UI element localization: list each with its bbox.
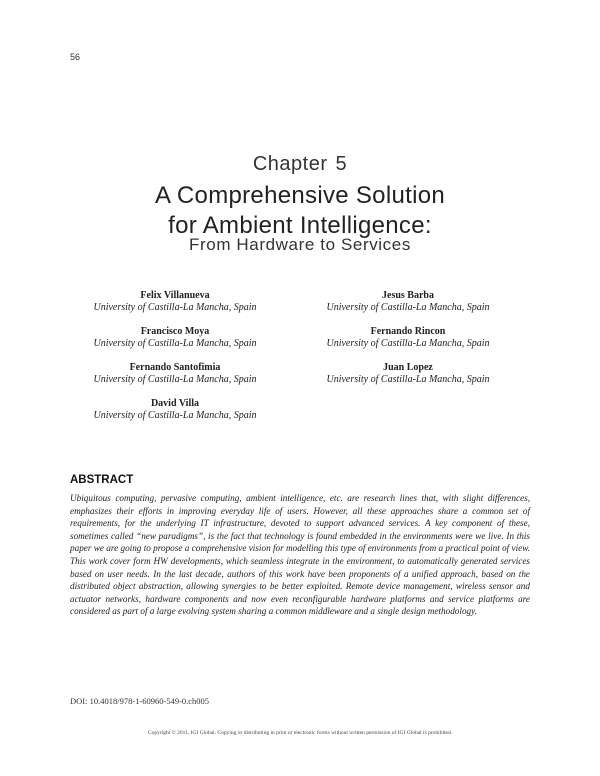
title-line-2: for Ambient Intelligence:	[168, 212, 432, 239]
chapter-subtitle: From Hardware to Services	[189, 235, 411, 254]
author-affiliation: University of Castilla-La Mancha, Spain	[93, 338, 257, 349]
author-name: Fernando Rincon	[370, 326, 446, 337]
author-name: Francisco Moya	[140, 326, 210, 337]
author-name: Felix Villanueva	[140, 290, 210, 301]
author-affiliation: University of Castilla-La Mancha, Spain	[93, 302, 257, 313]
chapter-heading	[0, 153, 600, 176]
chapter-title	[0, 181, 600, 241]
author-affiliation: University of Castilla-La Mancha, Spain	[93, 410, 257, 421]
author-affiliation: University of Castilla-La Mancha, Spain	[326, 302, 490, 313]
author-affiliation: University of Castilla-La Mancha, Spain	[326, 338, 490, 349]
abstract-text: Ubiquitous computing, pervasive computing, ambient intelligence, etc. are research lines that, with slight differences, emphasizes their efforts in improving everyday life of users. However, all these approaches share a common set of requirements, for the underlying IT infrastructure, devoted to support advanced services. A key component of these, sometimes called “new paradigms”, is the fact that technology is found embedded in the environments were we live. In this paper we are going to propose a comprehensive vision for modelling this type of environments from a practical point of view. This work cover form HW developments, which seamless integrate in the environment, to automatically generated services based on user needs. In the last decade, authors of this work have been proponents of a unified approach, based on the distributed object abstraction, allowing synergies to be better exploited. Remote device management, wireless sensor and actuator networks, hardware components and now even reconfigurable hardware platforms and service platforms are considered as part of a large evolving system sharing a common middleware and a single design methodology.	[70, 493, 530, 617]
title-line-1: A Comprehensive Solution	[154, 182, 446, 209]
author-name: Juan Lopez	[383, 362, 433, 373]
page-number: 56	[70, 52, 81, 62]
author-entry	[288, 326, 528, 350]
copyright-notice: Copyright © 2011, IGI Global. Copying or distributing in print or electronic forms without written permission of IGI Global is prohibited.	[147, 730, 453, 736]
chapter-label: Chapter	[252, 153, 328, 175]
author-affiliation: University of Castilla-La Mancha, Spain	[326, 374, 490, 385]
authors-right-column	[288, 290, 528, 398]
author-entry	[55, 290, 295, 314]
author-affiliation: University of Castilla-La Mancha, Spain	[93, 374, 257, 385]
author-name: Fernando Santofimia	[129, 362, 221, 373]
author-entry	[55, 362, 295, 386]
author-entry	[288, 362, 528, 386]
author-name: David Villa	[150, 398, 200, 409]
author-name: Jesus Barba	[382, 290, 434, 301]
chapter-number: 5	[335, 153, 348, 175]
authors-left-column	[55, 290, 295, 434]
author-entry	[288, 290, 528, 314]
doi: DOI: 10.4018/978-1-60960-549-0.ch005	[70, 696, 210, 706]
author-entry	[55, 398, 295, 422]
author-entry	[55, 326, 295, 350]
abstract-heading: ABSTRACT	[70, 474, 134, 486]
